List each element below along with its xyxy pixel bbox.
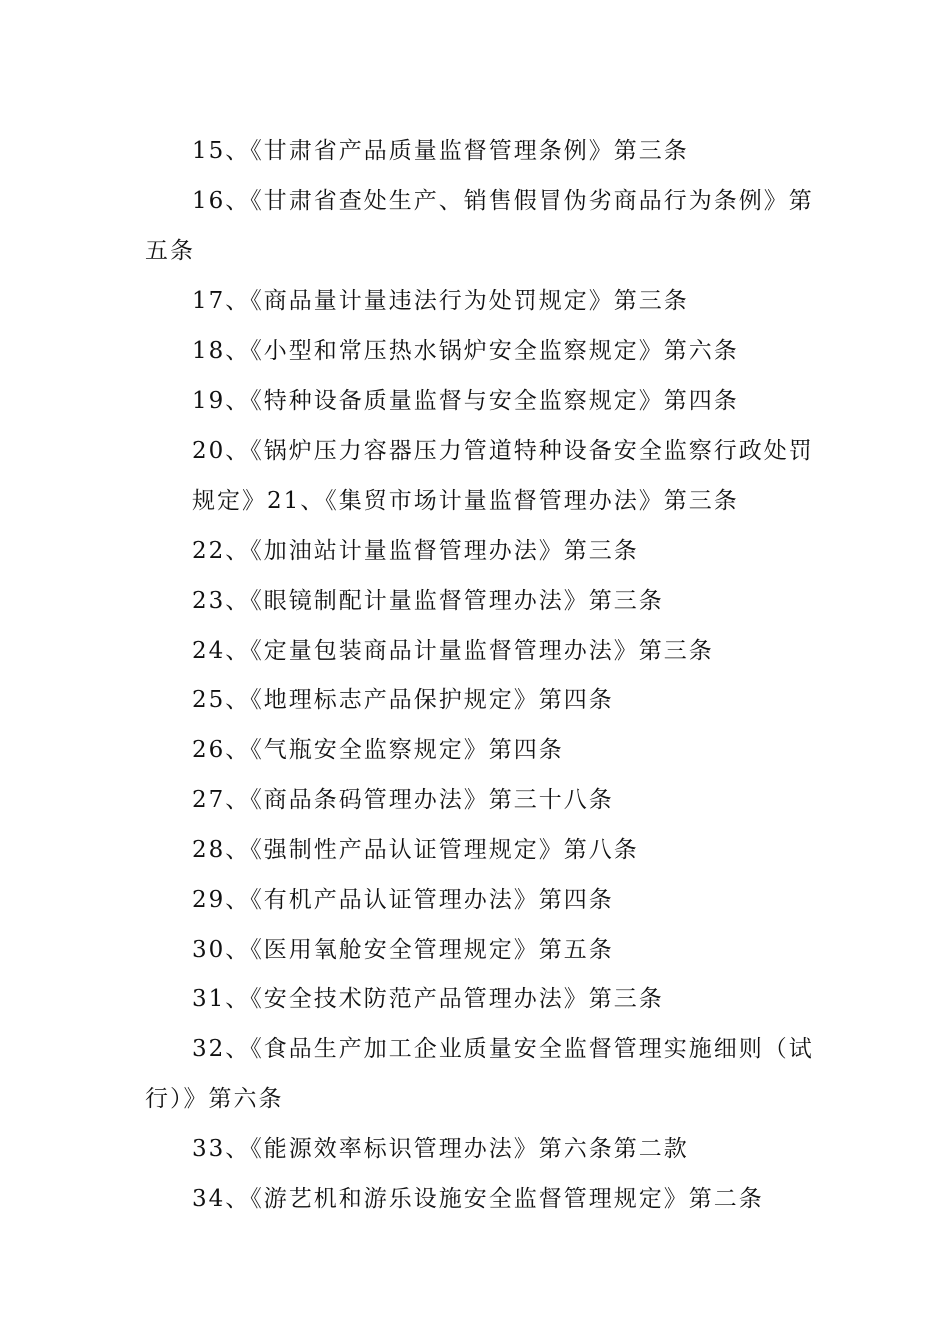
list-item-28: 28、《强制性产品认证管理规定》第八条 bbox=[192, 837, 639, 863]
list-item-31: 31、《安全技术防范产品管理办法》第三条 bbox=[192, 986, 664, 1012]
list-item-25: 25、《地理标志产品保护规定》第四条 bbox=[192, 687, 614, 713]
list-item-20: 20、《锅炉压力容器压力管道特种设备安全监察行政处罚 bbox=[192, 438, 814, 464]
list-item-15: 15、《甘肃省产品质量监督管理条例》第三条 bbox=[192, 138, 689, 164]
list-item-17: 17、《商品量计量违法行为处罚规定》第三条 bbox=[192, 288, 689, 314]
list-item-26: 26、《气瓶安全监察规定》第四条 bbox=[192, 737, 564, 763]
list-item-18: 18、《小型和常压热水锅炉安全监察规定》第六条 bbox=[192, 338, 739, 364]
list-item-19: 19、《特种设备质量监督与安全监察规定》第四条 bbox=[192, 388, 739, 414]
list-item-30: 30、《医用氧舱安全管理规定》第五条 bbox=[192, 937, 614, 963]
list-item-22: 22、《加油站计量监督管理办法》第三条 bbox=[192, 538, 639, 564]
list-item-16-continued: 五条 bbox=[145, 238, 195, 264]
list-item-24: 24、《定量包装商品计量监督管理办法》第三条 bbox=[192, 638, 714, 664]
list-item-20-21: 规定》21、《集贸市场计量监督管理办法》第三条 bbox=[192, 488, 739, 514]
list-item-34: 34、《游艺机和游乐设施安全监督管理规定》第二条 bbox=[192, 1186, 764, 1212]
list-item-23: 23、《眼镜制配计量监督管理办法》第三条 bbox=[192, 588, 664, 614]
list-item-33: 33、《能源效率标识管理办法》第六条第二款 bbox=[192, 1136, 689, 1162]
list-item-27: 27、《商品条码管理办法》第三十八条 bbox=[192, 787, 614, 813]
list-item-29: 29、《有机产品认证管理办法》第四条 bbox=[192, 887, 614, 913]
list-item-32: 32、《食品生产加工企业质量安全监督管理实施细则（试 bbox=[192, 1036, 814, 1062]
list-item-32-continued: 行）》第六条 bbox=[145, 1086, 284, 1112]
list-item-16: 16、《甘肃省查处生产、销售假冒伪劣商品行为条例》第 bbox=[192, 188, 814, 214]
